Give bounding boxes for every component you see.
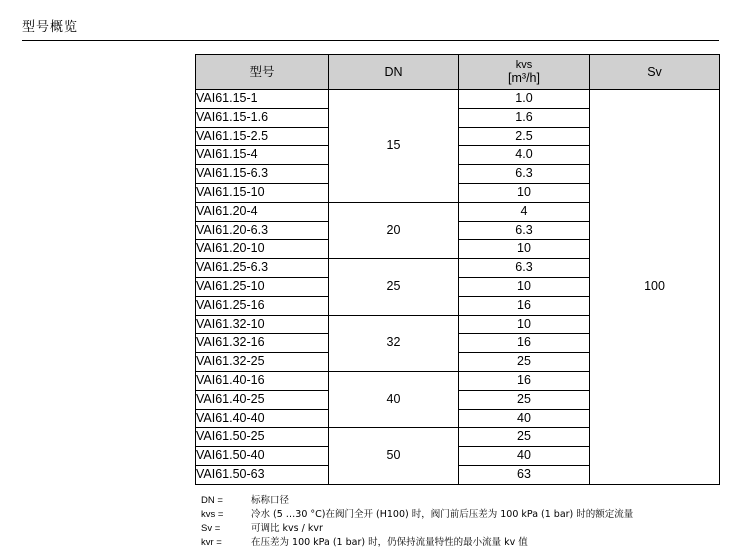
model-cell: VAI61.50-25 — [196, 428, 329, 447]
kvs-cell: 25 — [459, 428, 590, 447]
dn-cell: 40 — [329, 371, 459, 427]
header-dn: DN — [329, 55, 459, 90]
kvs-cell: 25 — [459, 353, 590, 372]
legend-symbol: Sv = — [201, 523, 221, 534]
kvs-cell: 10 — [459, 183, 590, 202]
table-row — [196, 90, 720, 109]
kvs-cell: 4 — [459, 202, 590, 221]
model-cell: VAI61.15-6.3 — [196, 165, 329, 184]
kvs-cell: 6.3 — [459, 259, 590, 278]
legend — [201, 494, 633, 550]
kvs-cell: 25 — [459, 390, 590, 409]
model-cell: VAI61.20-4 — [196, 202, 329, 221]
legend-item — [201, 494, 633, 508]
model-cell: VAI61.15-1.6 — [196, 108, 329, 127]
model-cell: VAI61.40-25 — [196, 390, 329, 409]
kvs-cell: 16 — [459, 296, 590, 315]
legend-symbol: kvr = — [201, 537, 222, 548]
model-overview-table — [195, 54, 720, 485]
model-cell: VAI61.15-2.5 — [196, 127, 329, 146]
kvs-cell: 2.5 — [459, 127, 590, 146]
model-cell: VAI61.15-1 — [196, 90, 329, 109]
table-body — [196, 90, 720, 485]
model-cell: VAI61.20-10 — [196, 240, 329, 259]
header-kvs-unit: [m³/h] — [508, 70, 540, 85]
kvs-cell: 10 — [459, 277, 590, 296]
heading-rule — [22, 40, 719, 41]
kvs-cell: 40 — [459, 409, 590, 428]
legend-item — [201, 536, 633, 550]
header-kvs-symbol: kvs — [515, 58, 533, 71]
kvs-cell: 6.3 — [459, 221, 590, 240]
kvs-cell: 16 — [459, 334, 590, 353]
header-sv: Sv — [590, 55, 720, 90]
model-cell: VAI61.50-63 — [196, 465, 329, 484]
dn-cell: 15 — [329, 90, 459, 203]
model-cell: VAI61.15-4 — [196, 146, 329, 165]
kvs-cell: 40 — [459, 447, 590, 466]
model-cell: VAI61.25-16 — [196, 296, 329, 315]
legend-description: 可调比 kvs / kvr — [251, 523, 323, 534]
sv-cell: 100 — [590, 90, 720, 485]
header-kvs — [459, 55, 590, 90]
model-cell: VAI61.40-16 — [196, 371, 329, 390]
kvs-cell: 10 — [459, 315, 590, 334]
model-cell: VAI61.32-16 — [196, 334, 329, 353]
header-model: 型号 — [196, 55, 329, 90]
legend-item — [201, 522, 633, 536]
legend-description: 标称口径 — [251, 495, 290, 506]
kvs-cell: 63 — [459, 465, 590, 484]
dn-cell: 32 — [329, 315, 459, 371]
kvs-cell: 6.3 — [459, 165, 590, 184]
model-cell: VAI61.15-10 — [196, 183, 329, 202]
legend-symbol: DN = — [201, 495, 223, 506]
model-cell: VAI61.25-6.3 — [196, 259, 329, 278]
model-cell: VAI61.32-25 — [196, 353, 329, 372]
model-cell: VAI61.40-40 — [196, 409, 329, 428]
legend-description: 冷水 (5 …30 °C)在阀门全开 (H100) 时，阀门前后压差为 100 kPa (1 bar) 时的额定流量 — [251, 509, 634, 520]
model-cell: VAI61.32-10 — [196, 315, 329, 334]
kvs-cell: 16 — [459, 371, 590, 390]
kvs-cell: 1.0 — [459, 90, 590, 109]
legend-item — [201, 508, 633, 522]
kvs-cell: 1.6 — [459, 108, 590, 127]
dn-cell: 50 — [329, 428, 459, 484]
section-heading: 型号概览 — [22, 20, 79, 35]
table-header-row — [196, 55, 720, 90]
dn-cell: 25 — [329, 259, 459, 315]
legend-symbol: kvs = — [201, 509, 224, 520]
model-cell: VAI61.50-40 — [196, 447, 329, 466]
kvs-cell: 10 — [459, 240, 590, 259]
dn-cell: 20 — [329, 202, 459, 258]
legend-description: 在压差为 100 kPa (1 bar) 时，仍保持流量特性的最小流量 kv 值 — [251, 537, 528, 548]
model-cell: VAI61.20-6.3 — [196, 221, 329, 240]
kvs-cell: 4.0 — [459, 146, 590, 165]
model-cell: VAI61.25-10 — [196, 277, 329, 296]
